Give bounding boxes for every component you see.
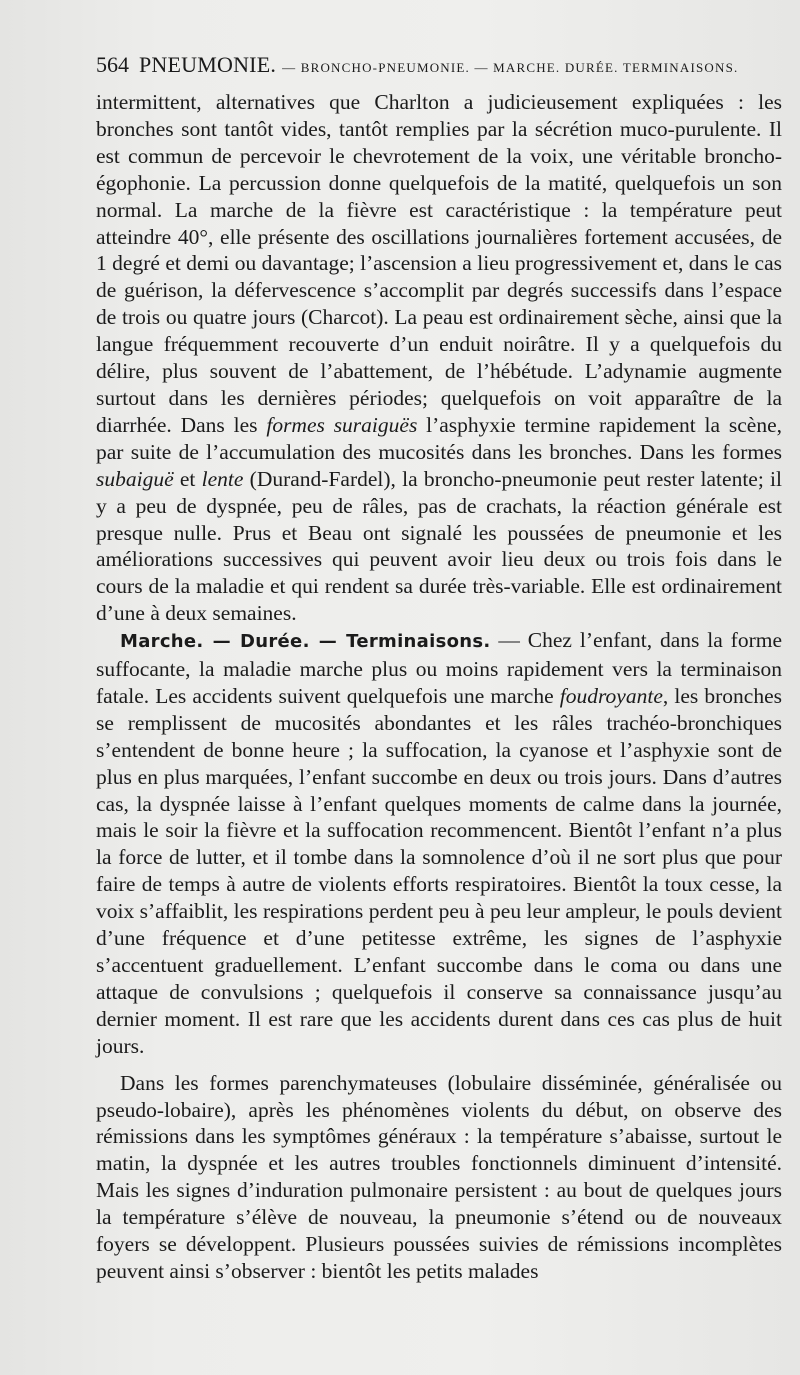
text-run: Dans les formes parenchymateuses (lobulaire disséminée, généralisée ou pseudo-lobaire), après les phénomènes violents du début, on observe des rémissions dans les symptômes généraux : la température s’abaisse, surtout le matin, la dyspnée et les autres troubles fonctionnels diminuent d’intensité. Mais les signes d’induration pulmonaire persistent : au bout de quelques jours la température s’élève de nouveau, la pneumonie s’étend ou de nouveaux foyers se développent. Plusieurs poussées suivies de rémissions incomplètes peuvent ainsi s’observer : bientôt les petits malades [96, 1070, 782, 1283]
italic-term: subaiguë [96, 466, 174, 491]
paragraph-marche [96, 627, 782, 1060]
section-heading: Marche. — Durée. — Terminaisons. [120, 631, 491, 653]
running-head-title: PNEUMONIE. [139, 52, 277, 77]
italic-term: foudroyante [559, 683, 663, 708]
text-run: (Durand-Fardel), la broncho-pneumonie peut rester latente; il y a peu de dyspnée, peu de râles, pas de crachats, la réaction générale est presque nulle. Prus et Beau ont signalé les poussées de pneumonie et les améliorations successives qui peuvent avoir lieu deux ou trois fois dans le cours de la maladie et qui rendent sa durée très-variable. Elle est ordinairement d’une à deux semaines. [96, 466, 782, 626]
italic-term: lente [201, 466, 244, 491]
body-text [96, 89, 782, 1285]
text-run: intermittent, alternatives que Charlton a judicieusement expliquées : les bronches sont tantôt vides, tantôt remplies par la sécrétion muco-purulente. Il est commun de percevoir le chevrotement de la voix, une véritable broncho-égophonie. La percussion donne quelquefois de la matité, quelquefois un son normal. La marche de la fièvre est caractéristique : la température peut atteindre 40°, elle présente des oscillations journalières fortement accusées, de 1 degré et demi ou davantage; l’ascension a lieu progressivement et, dans le cas de guérison, la défervescence s’accomplit par degrés successifs dans l’espace de trois ou quatre jours (Charcot). La peau est ordinairement sèche, ainsi que la langue fréquemment recouverte d’un enduit noirâtre. Il y a quelquefois du délire, plus souvent de l’abattement, de l’hébétude. L’adynamie augmente surtout dans les dernières périodes; quelquefois on voit apparaître de la diarrhée. Dans les [96, 90, 782, 437]
running-header [96, 52, 756, 88]
paragraph-continued [96, 89, 782, 627]
text-run: et [173, 466, 202, 491]
page-number: 564 [96, 52, 129, 77]
paragraph-formes-parenchymateuses [96, 1070, 782, 1285]
text-run: , les bronches se remplissent de mucosités abondantes et les râles trachéo-bronchiques s’entendent de bonne heure ; la suffocation, la cyanose et l’asphyxie sont de plus en plus marquées, l’enfant succombe en deux ou trois jours. Dans d’autres cas, la dyspnée laisse à l’enfant quelques moments de calme dans la journée, mais le soir la fièvre et la suffocation recommencent. Bientôt l’enfant n’a plus la force de lutter, et il tombe dans la somnolence d’où il ne sort plus que pour faire de temps à autre de violents efforts respiratoires. Bientôt la toux cesse, la voix s’affaiblit, les respirations perdent peu à peu leur ampleur, le pouls devient d’une fréquence et d’une petitesse extrême, les signes de l’asphyxie s’accentuent graduellement. L’enfant succombe dans le coma ou dans une attaque de convulsions ; quelquefois il conserve sa connaissance jusqu’au dernier moment. Il est rare que les accidents durent dans ces cas plus de huit jours. [96, 683, 783, 1058]
running-head-subtitle: — BRONCHO-PNEUMONIE. — MARCHE. DURÉE. TERMINAISONS. [282, 60, 739, 75]
text-run: — Chez l’enfant, dans la forme suffocante, la maladie marche plus ou moins rapidement vers la terminaison fatale. Les accidents suivent quelquefois une marche [96, 628, 782, 708]
italic-term: formes suraiguës [266, 412, 418, 437]
text-run: l’asphyxie termine rapidement la scène, par suite de l’accumulation des mucosités dans les bronches. Dans les formes [96, 412, 782, 464]
